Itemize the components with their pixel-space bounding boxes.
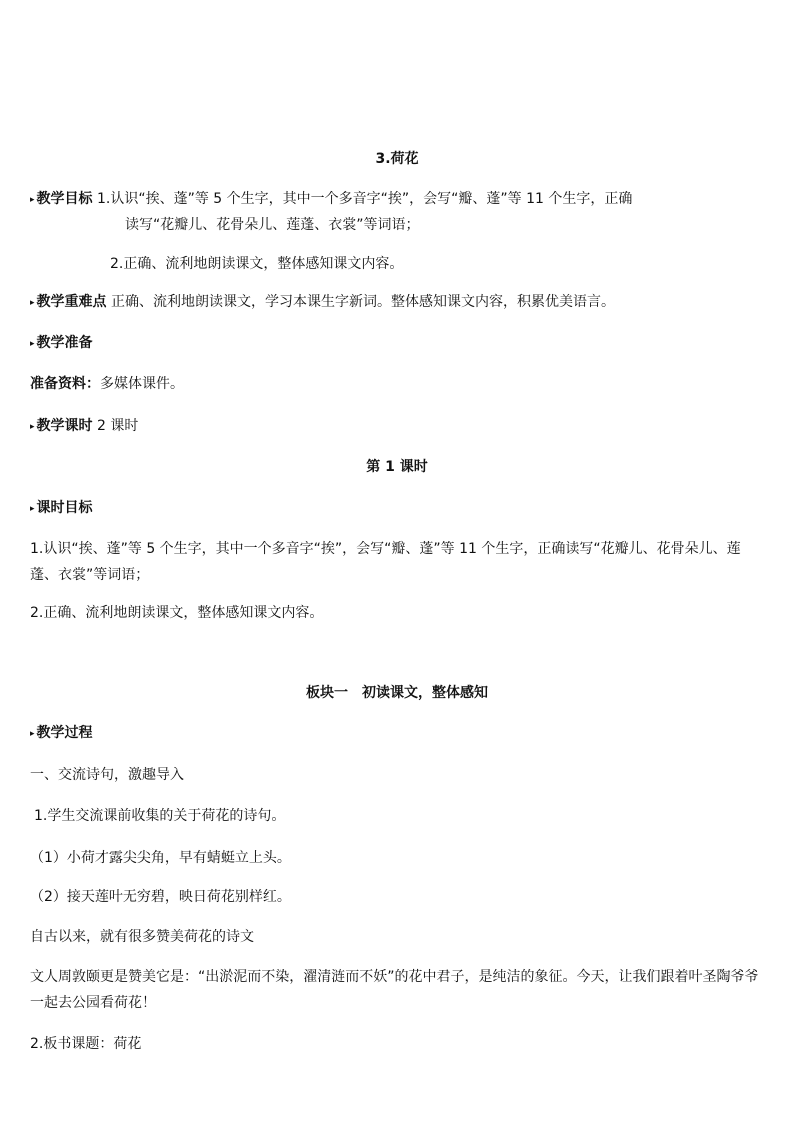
key-points-line bbox=[30, 292, 764, 313]
key-text: 正确、流利地朗读课文，学习本课生字新词。整体感知课文内容，积累优美语言。 bbox=[110, 294, 615, 310]
goal-label: 教学目标 bbox=[36, 191, 93, 207]
materials-text: 多媒体课件。 bbox=[100, 376, 184, 392]
lesson-goal-heading bbox=[30, 498, 764, 519]
board-title: 2.板书课题：荷花 bbox=[30, 1036, 142, 1052]
bullet-icon: ▸ bbox=[30, 504, 35, 514]
poem-2: （2）接天莲叶无穷碧，映日荷花别样红。 bbox=[30, 889, 291, 905]
lesson-goal-1: 1.认识“挨、蓬”等 5 个生字，其中一个多音字“挨”，会写“瓣、蓬”等 11 个生字，正确读写“花瓣儿、花骨朵儿、莲蓬、衣裳”等词语； bbox=[30, 541, 741, 583]
prep-line bbox=[30, 333, 764, 354]
hours-text: 2 课时 bbox=[96, 418, 139, 434]
since-ancient-times: 自古以来，就有很多赞美荷花的诗文 bbox=[30, 929, 254, 945]
poem-1: （1）小荷才露尖尖角，早有蜻蜓立上头。 bbox=[30, 850, 291, 866]
zhou-dunyi-paragraph: 文人周敦颐更是赞美它是：“出淤泥而不染，濯清涟而不妖”的花中君子，是纯洁的象征。今天，让我们跟着叶圣陶爷爷一起去公园看荷花！ bbox=[30, 969, 759, 1011]
hours-line bbox=[30, 416, 764, 437]
materials-line bbox=[30, 374, 764, 394]
section-title: 板块一 初读课文，整体感知 bbox=[306, 685, 488, 701]
goal-line-2: 读写“花瓣儿、花骨朵儿、莲蓬、衣裳”等词语； bbox=[125, 217, 420, 233]
key-label: 教学重难点 bbox=[36, 294, 107, 310]
bullet-icon: ▸ bbox=[30, 298, 35, 308]
prep-label: 教学准备 bbox=[36, 335, 93, 351]
materials-label: 准备资料： bbox=[30, 376, 100, 392]
process-heading bbox=[30, 723, 764, 744]
lesson-goal-2: 2.正确、流利地朗读课文，整体感知课文内容。 bbox=[30, 605, 324, 621]
goal-line-3: 2.正确、流利地朗读课文，整体感知课文内容。 bbox=[110, 256, 404, 272]
lesson-title: 第 1 课时 bbox=[366, 459, 428, 475]
page-title: 3.荷花 bbox=[375, 151, 419, 167]
step-1: 一、交流诗句，激趣导入 bbox=[30, 767, 184, 783]
process-label: 教学过程 bbox=[36, 725, 93, 741]
bullet-icon: ▸ bbox=[30, 422, 35, 432]
bullet-icon: ▸ bbox=[30, 195, 35, 205]
bullet-icon: ▸ bbox=[30, 729, 35, 739]
bullet-icon: ▸ bbox=[30, 339, 35, 349]
lesson-goal-label: 课时目标 bbox=[36, 500, 93, 516]
goal-text-1: 1.认识“挨、蓬”等 5 个生字，其中一个多音字“挨”，会写“瓣、蓬”等 11 个生字，正确 bbox=[96, 191, 633, 207]
hours-label: 教学课时 bbox=[36, 418, 93, 434]
goal-line-1 bbox=[30, 189, 764, 210]
step-1-1: 1.学生交流课前收集的关于荷花的诗句。 bbox=[34, 808, 286, 824]
